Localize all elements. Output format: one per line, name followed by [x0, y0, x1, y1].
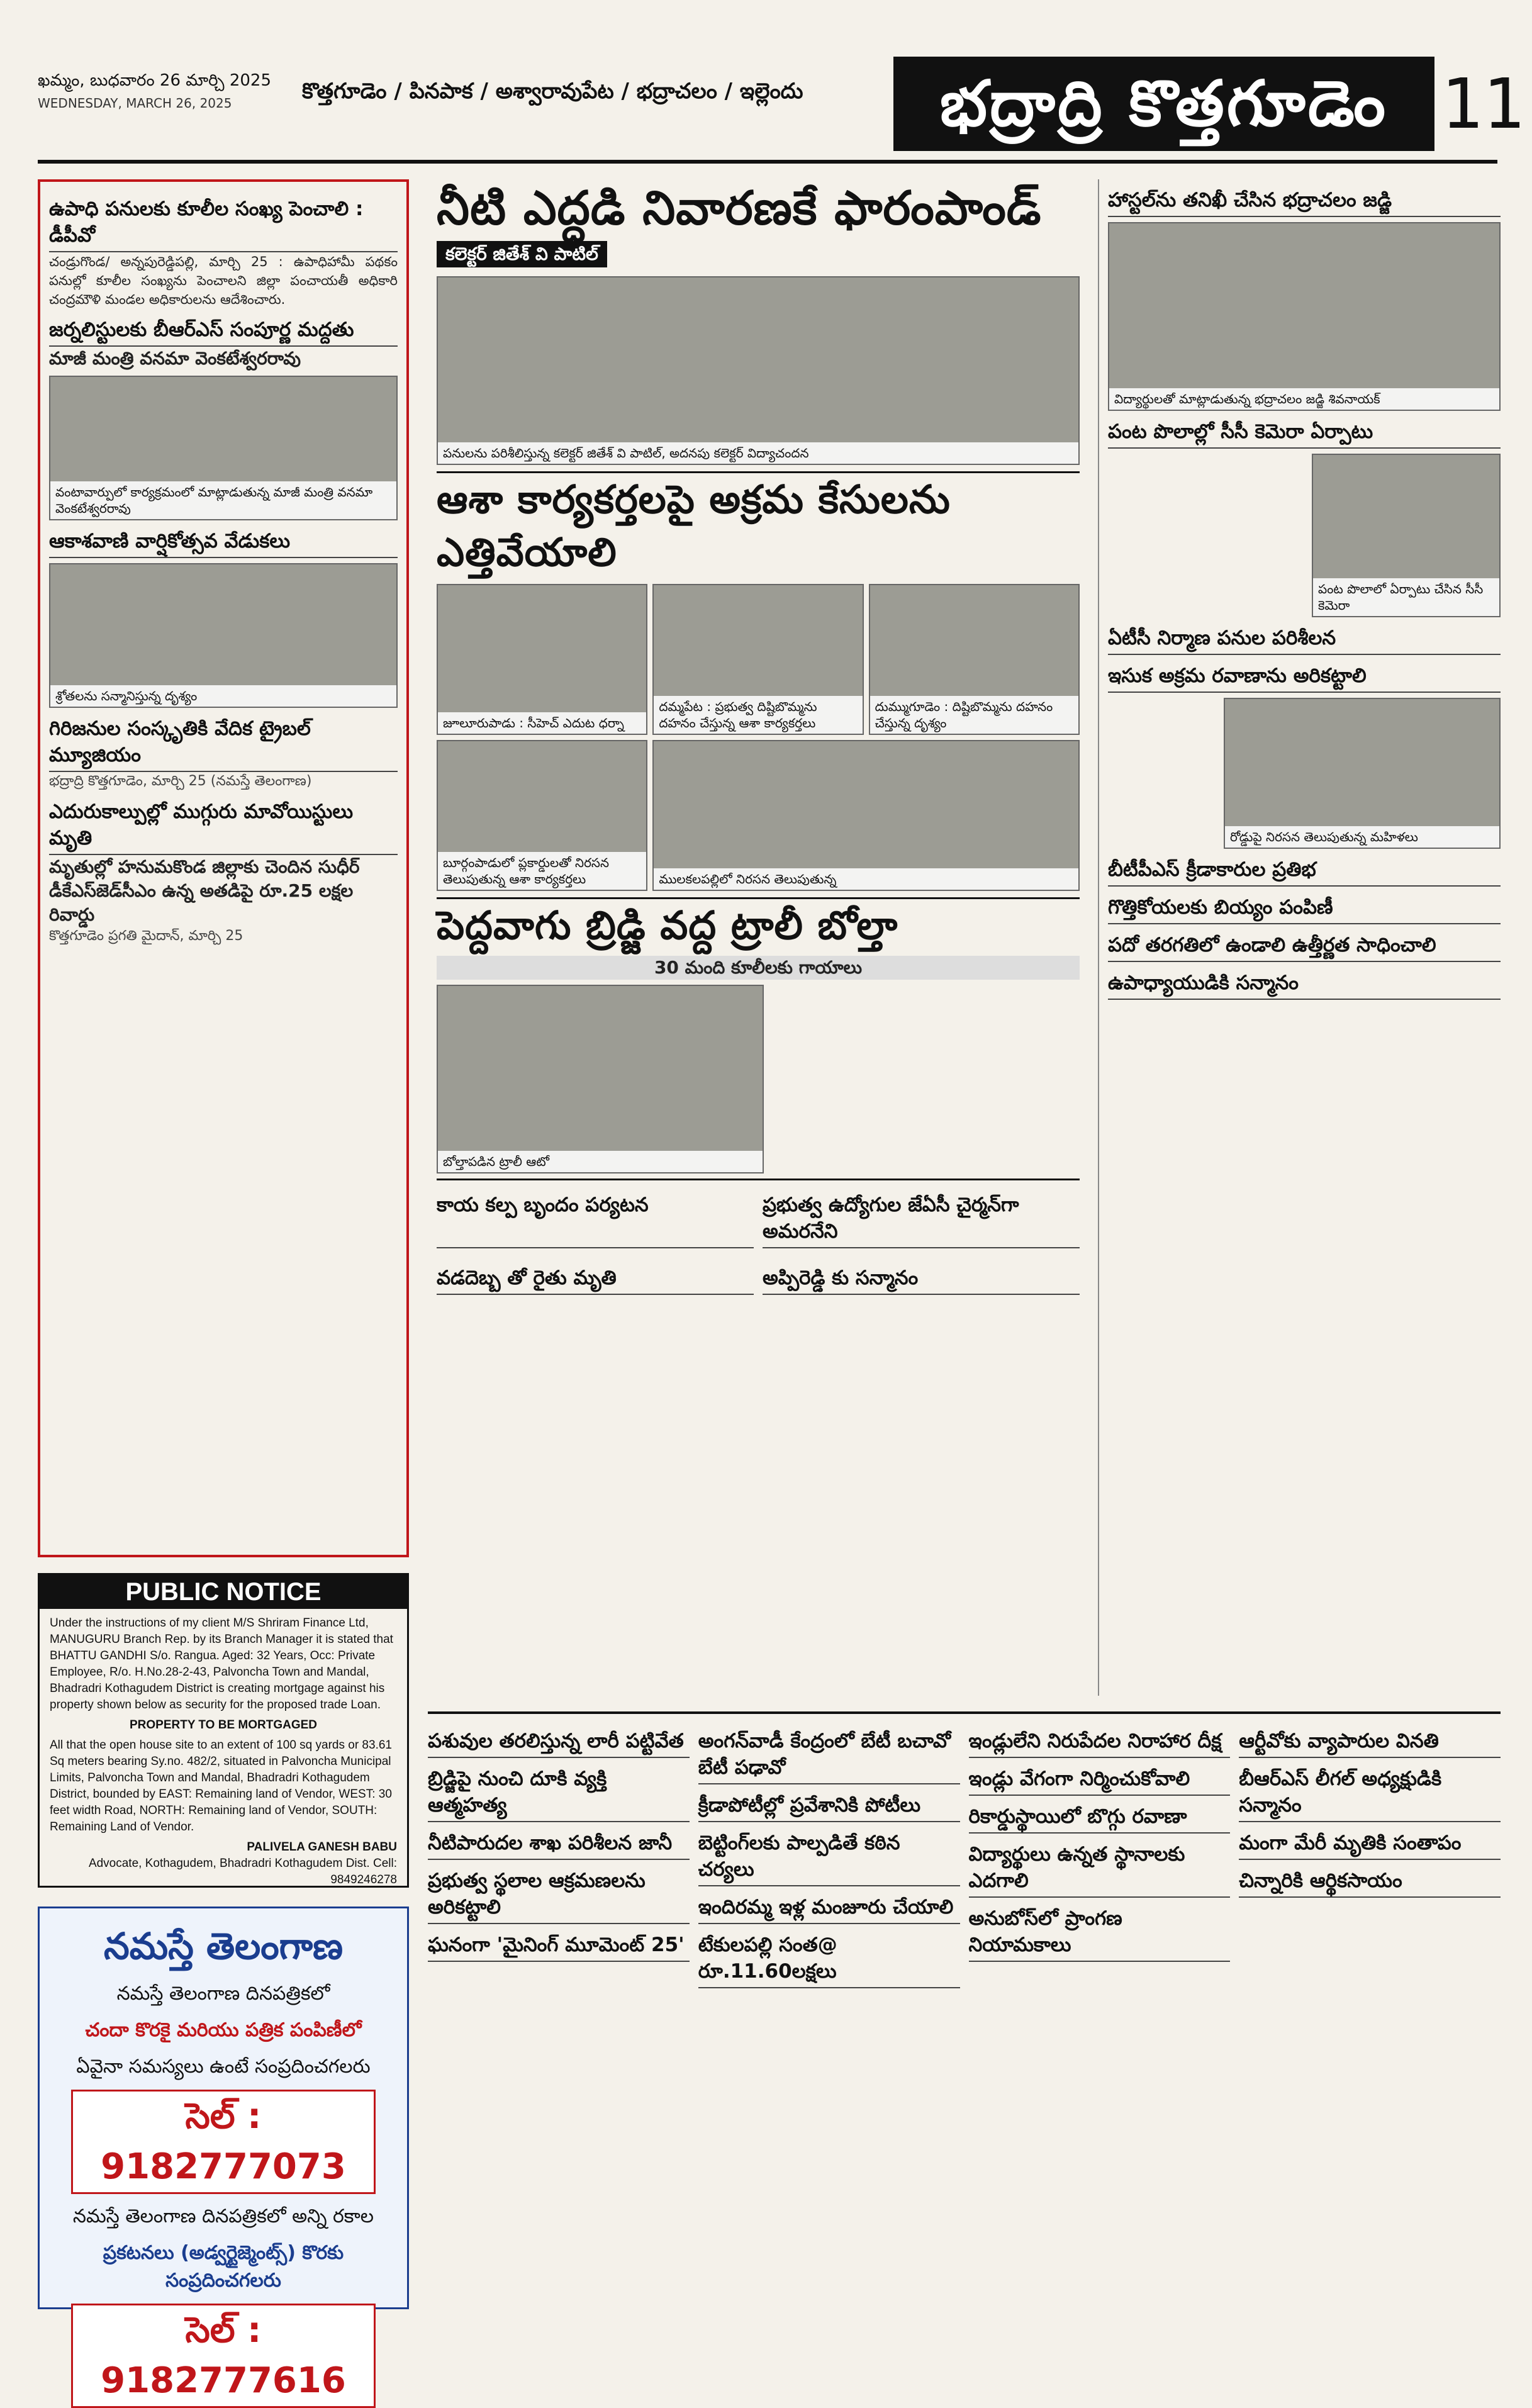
public-notice-body: Under the instructions of my client M/S Shriram Finance Ltd, MANUGURU Branch Rep. by its Branch Manager it is stated that BHATTU GANDHI S/o. Rangua. Aged: 32 Years, Occ: Private Employee, R/o. H.No.28-2-43, Palvoncha Town and Mandal, Bhadradri Kothagudem District is creating mortgage against his property shown below as security for the proposed trade Loan.: [50, 1616, 393, 1711]
bottom-col3-story-1: ఇండ్లులేని నిరుపేదల నిరాహార దీక్ష: [969, 1728, 1231, 1758]
left-story4-byline: భద్రాద్రి కొత్తగూడెం, మార్చి 25 (నమస్తే తెలంగాణ): [49, 773, 312, 789]
left-story3-photo: [49, 563, 398, 708]
left-column: [38, 179, 409, 1557]
section-title: భద్రాద్రి కొత్తగూడెం: [893, 57, 1434, 151]
lead-photo: [437, 276, 1080, 465]
bottom-col1-story-2: బ్రిడ్జిపై నుంచి దూకి వ్యక్తి ఆత్మహత్య: [428, 1766, 690, 1822]
second-photo-5-caption: ములకలపల్లిలో నిరసన తెలుపుతున్న: [654, 868, 1078, 890]
left-story5-headline: ఎదురుకాల్పుల్లో ముగ్గురు మావోయిస్టులు మృతి: [49, 798, 398, 855]
public-notice-title: PUBLIC NOTICE: [40, 1575, 407, 1609]
second-photo-3: [869, 584, 1080, 735]
third-subhead: 30 మంది కూలీలకు గాయాలు: [437, 956, 1080, 980]
right-story2-photo-caption: పంట పొలాలో ఏర్పాటు చేసిన సీసీ కెమెరా: [1313, 578, 1499, 616]
left-story1-text: చండ్రుగొండ/ అన్నపురెడ్డిపల్లి, మార్చి 25 : ఉపాధిహామీ పథకం పనుల్లో కూలీల సంఖ్యను పెంచాలని జిల్లా పంచాయతీ అధికారి చంద్రమౌళి మండల అధికారులను ఆదేశించారు.: [49, 254, 398, 307]
bottom-col3-story-3: రికార్డుస్థాయిలో బొగ్గు రవాణా: [969, 1803, 1231, 1834]
bottom-col2-story-5: టేకులపల్లి సంత@ రూ.11.60లక్షలు: [698, 1932, 960, 1988]
ad-phone-2: సెల్ : 9182777616: [71, 2304, 376, 2408]
second-headline: ఆశా కార్యకర్తలపై అక్రమ కేసులను ఎత్తివేయాలి: [437, 471, 1080, 579]
public-notice-signatory-role: Advocate, Kothagudem, Bhadradri Kothagudem Dist. Cell: 9849246278: [88, 1857, 397, 1886]
ad-line-3: ఏవైనా సమస్యలు ఉంటే సంప్రదించగలరు: [76, 2056, 371, 2078]
third-headline: పెద్దవాగు బ్రిడ్జి వద్ద ట్రాలీ బోల్తా: [437, 897, 1080, 952]
right-column: [1098, 179, 1501, 1696]
date-telugu: ఖమ్మం, బుధవారం 26 మార్చి 2025: [38, 71, 272, 90]
ad-phone-1: సెల్ : 9182777073: [71, 2090, 376, 2194]
third-photo: [437, 985, 764, 1173]
bottom-col2-story-1: అంగన్‌వాడీ కేంద్రంలో బేటీ బచావో బేటీ పఢావో: [698, 1728, 960, 1784]
middle-story-c: వడదెబ్బ తో రైతు మృతి: [437, 1265, 754, 1295]
right-story8-headline: ఉపాధ్యాయుడికి సన్మానం: [1108, 970, 1501, 1000]
public-notice: [38, 1573, 409, 1888]
right-story4-headline: ఇసుక అక్రమ రవాణాను అరికట్టాలి: [1108, 663, 1501, 693]
second-photo-3-caption: దుమ్ముగూడెం : దిష్టిబొమ్మను దహనం చేస్తున్న దృశ్యం: [870, 696, 1078, 734]
middle-story-b: ప్రభుత్వ ఉద్యోగుల జేఏసీ చైర్మన్‌గా అమరనేని: [763, 1192, 1080, 1248]
left-story2-headline: జర్నలిస్టులకు బీఆర్ఎస్ సంపూర్ణ మద్దతు: [49, 316, 398, 347]
bottom-col4-story-3: మంగా మేరీ మృతికి సంతాపం: [1239, 1830, 1501, 1860]
right-story7-headline: పదో తరగతిలో ఉండాలి ఉత్తీర్ణత సాధించాలి: [1108, 932, 1501, 962]
right-story4-photo: [1224, 698, 1501, 849]
left-story2-subhead: మాజీ మంత్రి వనమా వెంకటేశ్వరరావు: [49, 348, 301, 369]
second-photo-5: [652, 740, 1080, 891]
second-photo-1: [437, 584, 647, 735]
bottom-col3-story-4: విద్యార్థులు ఉన్నత స్థానాలకు ఎదగాలి: [969, 1841, 1231, 1898]
public-notice-subhead: PROPERTY TO BE MORTGAGED: [129, 1718, 318, 1732]
lead-headline: నీటి ఎద్దడి నివారణకే ఫారంపాండ్: [437, 181, 1042, 235]
right-story1-headline: హాస్టల్‌ను తనిఖీ చేసిన భద్రాచలం జడ్జి: [1108, 187, 1501, 217]
second-photo-2-caption: దమ్మపేట : ప్రభుత్వ దిష్టిబొమ్మను దహనం చేస్తున్న ఆశా కార్యకర్తలు: [654, 696, 862, 734]
right-story1-photo-caption: విద్యార్థులతో మాట్లాడుతున్న భద్రాచలం జడ్జి శివనాయక్: [1109, 388, 1499, 410]
bottom-col1-story-1: పశువుల తరలిస్తున్న లారీ పట్టివేత: [428, 1728, 690, 1758]
bottom-col-4: [1239, 1720, 1501, 2316]
public-notice-property: All that the open house site to an extent of 100 sq yards or 83.61 Sq meters bearing Sy.no. 482/2, situated in Palvoncha Municipal Limits, Palvoncha Town and Mandal, Bhadradri Kothagudem District, bounded by EAST: Remaining land of Vendor, WEST: 30 feet width Road, NORTH: Remaining land of Vendor, SOUTH: Remaining Land of Vendor.: [50, 1739, 392, 1834]
bottom-col2-story-3: బెట్టింగ్‌లకు పాల్పడితే కఠిన చర్యలు: [698, 1830, 960, 1886]
bottom-col4-story-2: బీఆర్ఎస్ లీగల్ అధ్యక్షుడికి సన్మానం: [1239, 1766, 1501, 1822]
bottom-col4-story-1: ఆర్టీవోకు వ్యాపారుల వినతి: [1239, 1728, 1501, 1758]
bottom-col-2: [698, 1720, 960, 2316]
bottom-col-1: [428, 1720, 690, 2316]
lead-subhead: కలెక్టర్ జితేశ్ వి పాటిల్: [437, 241, 607, 267]
left-story3-photo-caption: శ్రోతలను సన్మానిస్తున్న దృశ్యం: [50, 685, 396, 707]
public-notice-signatory: PALIVELA GANESH BABU: [247, 1840, 397, 1854]
ad-brand: నమస్తే తెలంగాణ: [104, 1925, 343, 1968]
second-photo-grid: [437, 584, 1080, 891]
left-story5-byline: కొత్తగూడెం ప్రగతి మైదాన్, మార్చి 25: [49, 928, 243, 944]
left-story3-headline: ఆకాశవాణి వార్షికోత్సవ వేడుకలు: [49, 528, 398, 558]
middle-story-a: కాయ కల్ప బృందం పర్యటన: [437, 1192, 754, 1248]
masthead-date: [38, 69, 289, 115]
bottom-block: [428, 1711, 1501, 2316]
left-story1-headline: ఉపాధి పనులకు కూలీల సంఖ్య పెంచాలి : డీపీవో: [49, 196, 398, 252]
middle-story-d: అప్పిరెడ్డి కు సన్మానం: [763, 1265, 1080, 1295]
ad-line-2: చందా కొరకై మరియు పత్రిక పంపిణీలో: [85, 2019, 362, 2041]
right-story1-photo: [1108, 222, 1501, 411]
right-story6-headline: గొత్తికోయలకు బియ్యం పంపిణీ: [1108, 894, 1501, 924]
middle-short-stories: [437, 1179, 1080, 1295]
bottom-col-3: [969, 1720, 1231, 2316]
bottom-col2-story-4: ఇందిరమ్మ ఇళ్ల మంజూరు చేయాలి: [698, 1894, 960, 1924]
bottom-col4-story-4: చిన్నారికి ఆర్థికసాయం: [1239, 1868, 1501, 1898]
right-story2-photo: [1312, 454, 1501, 617]
second-photo-1-caption: జూలూరుపాడు : సీహెచ్ ఎదుట ధర్నా: [438, 712, 646, 734]
bottom-col1-story-3: నీటిపారుదల శాఖ పరిశీలన జానీ: [428, 1830, 690, 1860]
bottom-col1-story-4: ప్రభుత్వ స్థలాల ఆక్రమణలను అరికట్టాలి: [428, 1868, 690, 1924]
ad-line-1: నమస్తే తెలంగాణ దినపత్రికలో: [116, 1983, 330, 2005]
right-story5-headline: బీటీపీఎస్ క్రీడాకారుల ప్రతిభ: [1108, 856, 1501, 887]
second-photo-4: [437, 740, 647, 891]
left-story5-subhead-2: డీకేఎస్‌జెడ్‌సీఎం ఉన్న అతడిపై రూ.25 లక్షల రివార్డు: [49, 880, 354, 925]
lead-photo-caption: పనులను పరిశీలిస్తున్న కలెక్టర్ జితేశ్ వి పాటిల్, అదనపు కలెక్టర్ విద్యాచందన: [438, 442, 1078, 464]
date-english: WEDNESDAY, MARCH 26, 2025: [38, 96, 232, 111]
masthead: [38, 44, 1524, 164]
second-photo-4-caption: బూర్గంపాడులో ప్లకార్డులతో నిరసన తెలుపుతున్న ఆశా కార్యకర్తలు: [438, 852, 646, 890]
right-story2-headline: పంట పొలాల్లో సీసీ కెమెరా ఏర్పాటు: [1108, 418, 1501, 449]
left-story2-photo: [49, 376, 398, 520]
bottom-col1-story-5: ఘనంగా 'మైనింగ్ మూమెంట్ 25': [428, 1932, 690, 1962]
bottom-col3-story-2: ఇండ్లు వేగంగా నిర్మించుకోవాలి: [969, 1766, 1231, 1796]
masthead-towns: కొత్తగూడెం / పినపాక / అశ్వారావుపేట / భద్రాచలం / ఇల్లెందు: [302, 79, 803, 104]
second-photo-2: [652, 584, 863, 735]
right-story4-photo-caption: రోడ్డుపై నిరసన తెలుపుతున్న మహిళలు: [1225, 826, 1499, 848]
left-story2-photo-caption: వంటావార్పులో కార్యక్రమంలో మాట్లాడుతున్న మాజీ మంత్రి వనమా వెంకటేశ్వరరావు: [50, 481, 396, 519]
right-story3-headline: ఏటీసీ నిర్మాణ పనుల పరిశీలన: [1108, 625, 1501, 655]
ad-line-4: నమస్తే తెలంగాణ దినపత్రికలో అన్ని రకాల: [72, 2205, 374, 2227]
left-story5-subhead-1: మృతుల్లో హనుమకొండ జిల్లాకు చెందిన సుధీర్: [49, 856, 360, 877]
namaste-telangana-ad: [38, 1907, 409, 2401]
third-photo-caption: బోల్తాపడిన ట్రాలీ ఆటో: [438, 1151, 763, 1172]
bottom-col2-story-2: క్రీడాపోటీల్లో ప్రవేశానికి పోటీలు: [698, 1792, 960, 1822]
middle-column: [428, 179, 1088, 1696]
bottom-col3-story-5: అనుబోస్‌లో ప్రాంగణ నియామకాలు: [969, 1905, 1231, 1962]
page-number: 11: [1441, 64, 1524, 144]
left-story4-headline: గిరిజనుల సంస్కృతికి వేదిక ట్రైబల్ మ్యూజియం: [49, 715, 398, 772]
ad-line-5: ప్రకటనలు (అడ్వర్టైజ్మెంట్స్) కొరకు సంప్రదించగలరు: [103, 2242, 344, 2292]
